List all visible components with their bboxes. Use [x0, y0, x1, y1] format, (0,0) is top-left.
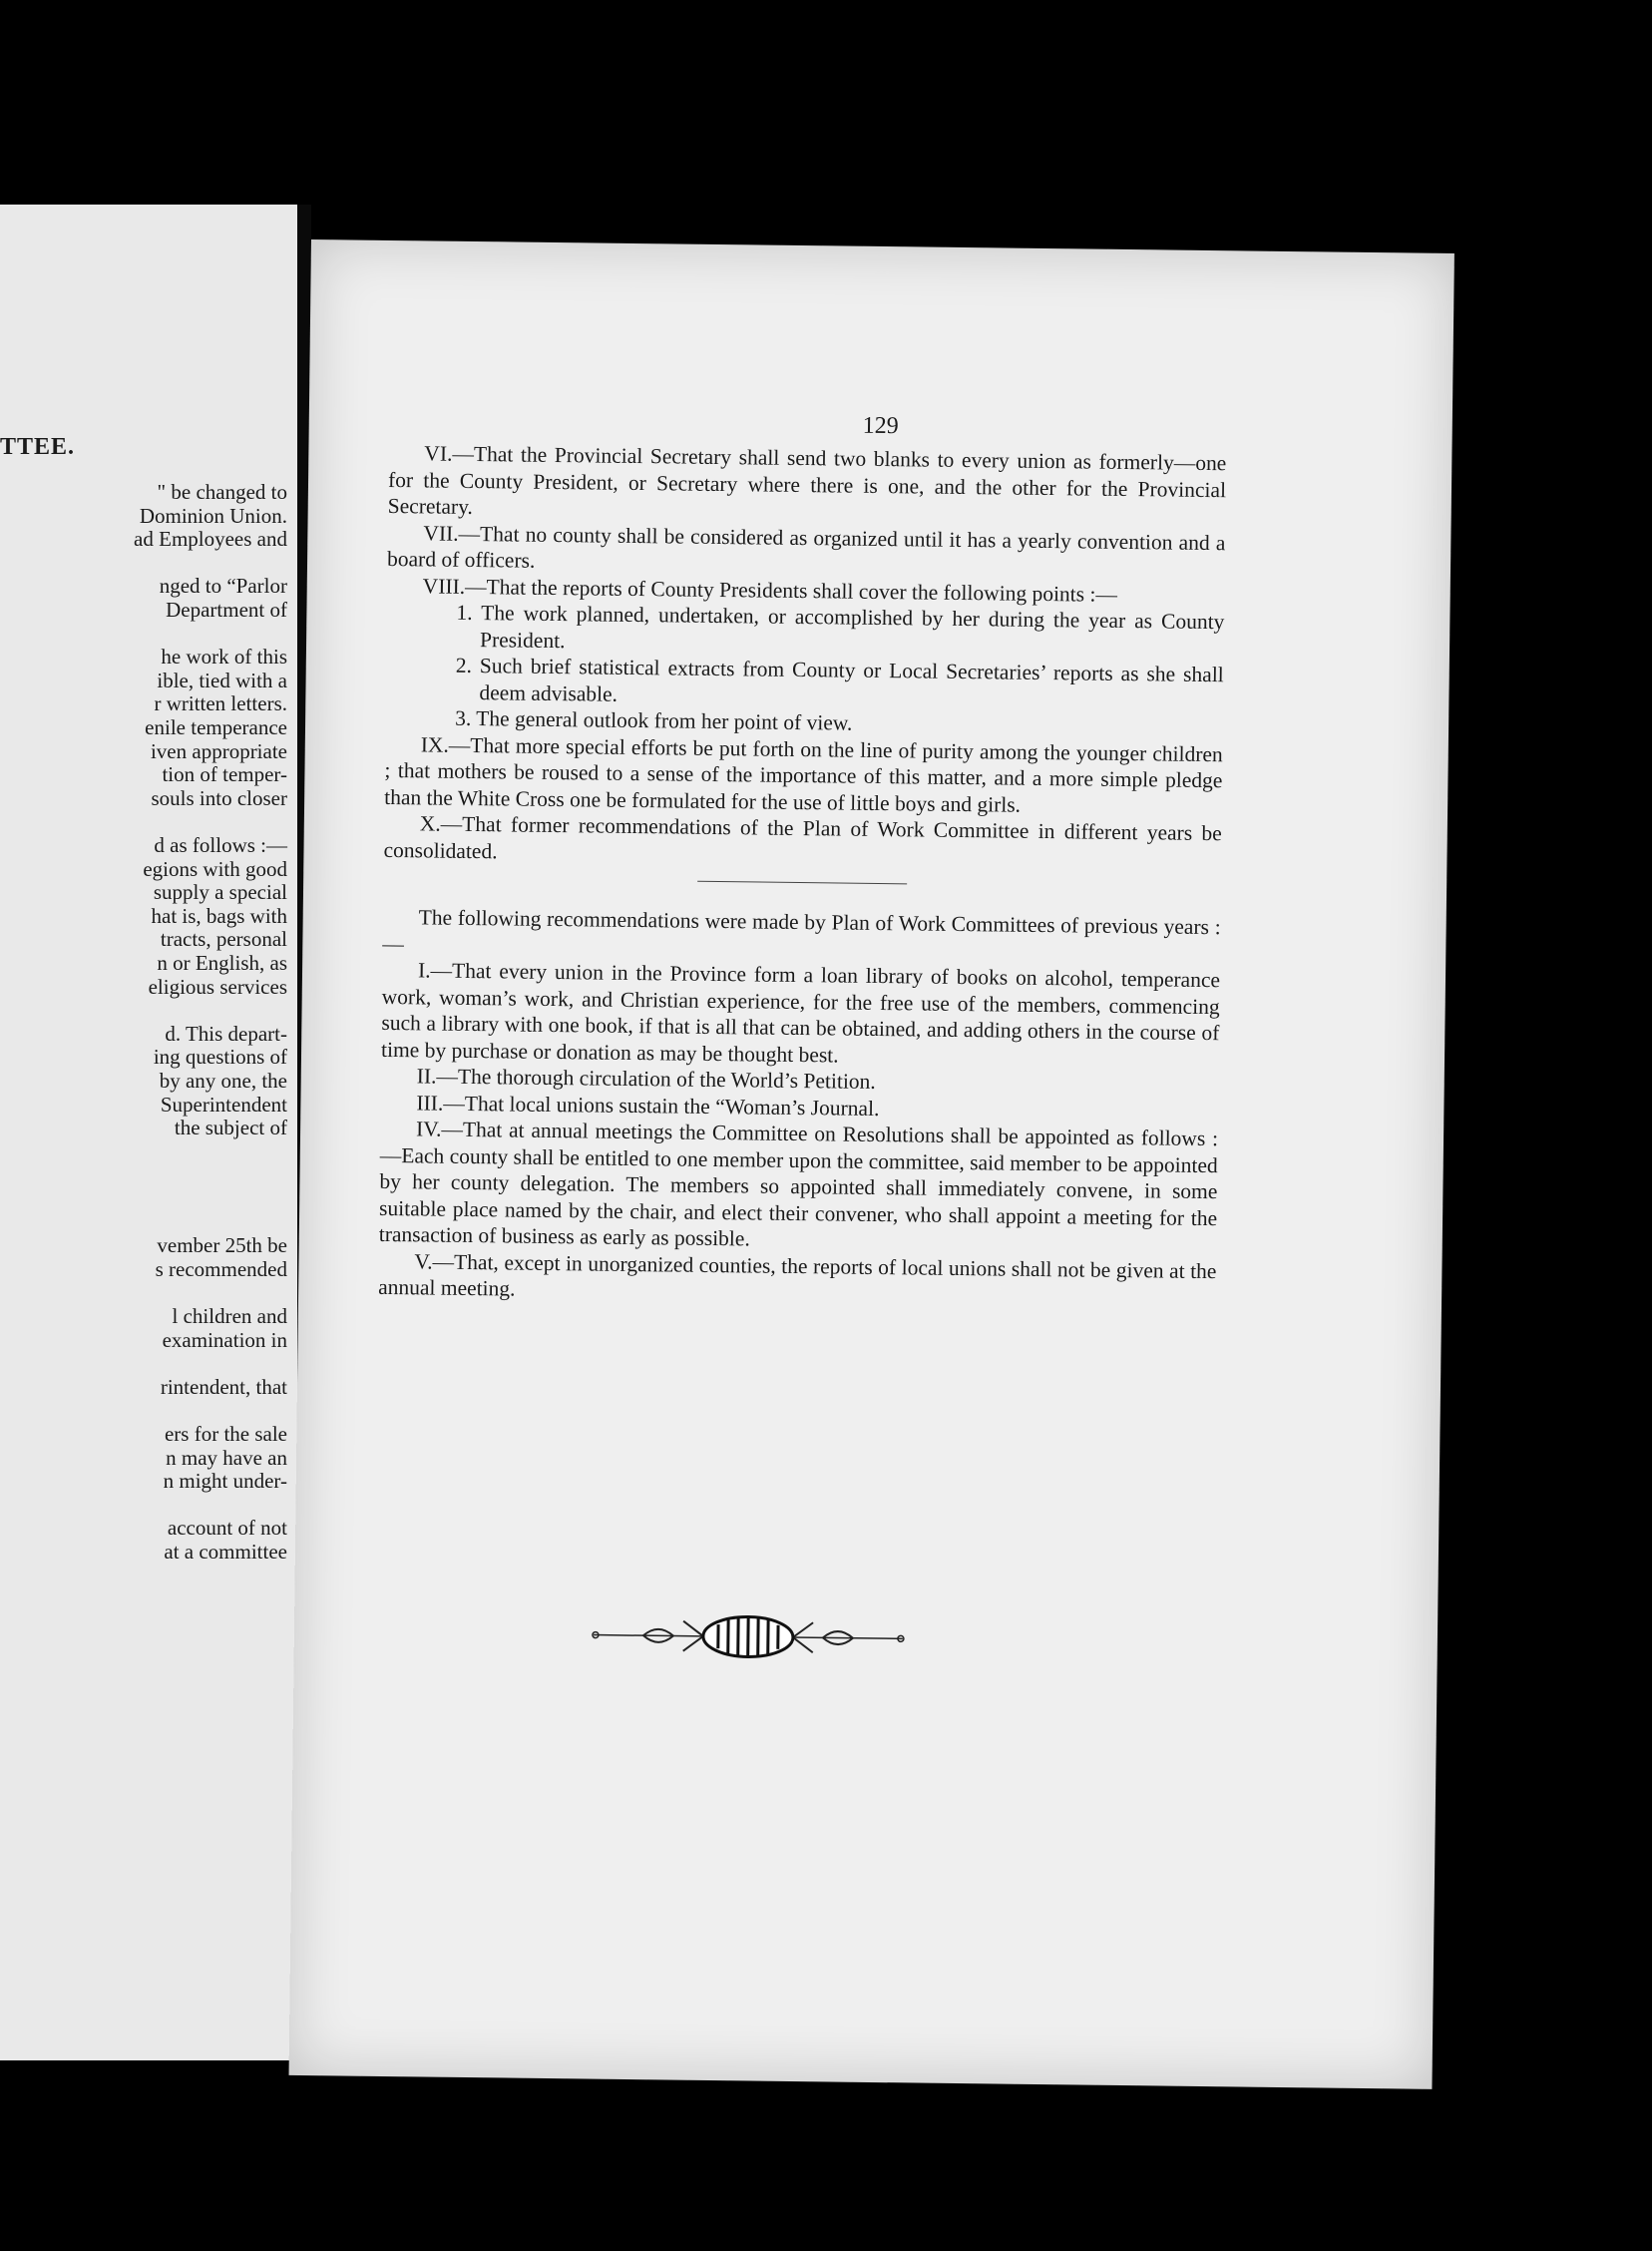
paragraph: The following recommendations were made by Plan of Work Committees of previous years :—: [382, 905, 1221, 956]
paragraph: IV.—That at annual meetings the Committee on Resolutions shall be appointed as follows :—Each county shall be entitled to one member upon the committee, said member to be appointed by her county delegation. The members so appointed shall immediately convene, in some suitable place named by the chair, and elect their convener, who shall appoint a meeting for the transaction of business as early as possible.: [378, 1117, 1219, 1251]
right-page: [289, 239, 1454, 2089]
left-page-line: r written letters.: [154, 691, 287, 716]
paragraph: X.—That former recommendations of the Plan of Work Committee in different years be consolidated.: [383, 811, 1222, 863]
left-page-line: enile temperance: [145, 715, 287, 739]
left-page-line: rintendent, that: [160, 1374, 287, 1399]
left-page-line: supply a special: [153, 880, 287, 905]
left-page-line: Department of: [166, 598, 287, 622]
left-page-line: s recommended: [155, 1256, 287, 1281]
left-page-line: account of not: [167, 1516, 287, 1541]
sub-item: 1. The work planned, undertaken, or accomplished by her during the year as County President.: [456, 600, 1225, 653]
paragraph: IX.—That more special efforts be put forth on the line of purity among the younger children ; that mothers be roused to a sense of the importance of this matter, and a more simple pledge than the White Cross one be formulated for the use of little boys and girls.: [384, 731, 1223, 817]
left-page-line: d. This depart-: [165, 1021, 287, 1046]
left-page-line: n or English, as: [157, 951, 287, 975]
left-page-line: tracts, personal: [160, 927, 287, 952]
page-number: 129: [862, 412, 899, 440]
left-page-line: hat is, bags with: [151, 903, 287, 928]
left-page-line: nged to “Parlor: [159, 574, 287, 599]
left-page-line: " be changed to: [157, 480, 287, 504]
left-page-line: ing questions of: [153, 1045, 287, 1070]
left-page-line: the subject of: [174, 1116, 287, 1140]
left-page-fragment: [0, 205, 297, 2060]
left-page-line: egions with good: [143, 856, 287, 881]
left-page-line: n may have an: [166, 1445, 287, 1470]
sub-item: 3. The general outlook from her point of view.: [455, 705, 853, 735]
left-page-line: vember 25th be: [157, 1233, 287, 1258]
paragraph: II.—The thorough circulation of the World’s Petition.: [416, 1064, 876, 1094]
left-page-line: d as follows :—: [154, 833, 287, 857]
left-page-line: ad Employees and: [134, 527, 287, 552]
paragraph: V.—That, except in unorganized counties, the reports of local unions shall not be given at the annual meeting.: [378, 1248, 1217, 1301]
right-page-content: [378, 440, 1226, 1311]
left-page-line: examination in: [162, 1327, 287, 1352]
paragraph: VII.—That no county shall be considered as organized until it has a yearly convention and a board of officers.: [386, 520, 1226, 573]
left-page-line: at a committee: [164, 1540, 287, 1564]
left-page-line: Dominion Union.: [139, 503, 287, 528]
left-page-line: he work of this: [161, 645, 287, 670]
left-page-line: tion of temper-: [162, 762, 287, 787]
left-page-line: Superintendent: [160, 1092, 287, 1117]
paragraph: III.—That local unions sustain the “Woman’s Journal.: [416, 1090, 880, 1121]
left-page-line: l children and: [172, 1304, 287, 1328]
left-page-line: ers for the sale: [164, 1422, 287, 1446]
paragraph: VI.—That the Provincial Secretary shall send two blanks to every union as formerly—one for the County President, or Secretary where there is one, and the other for the Provincial Secretary.: [387, 441, 1227, 519]
sub-item: 2. Such brief statistical extracts from County or Local Secretaries’ reports as she shall deem advisable.: [455, 653, 1224, 706]
left-page-line: ible, tied with a: [157, 668, 287, 692]
ornament-divider: [584, 1609, 914, 1663]
left-page-heading: TTEE.: [0, 434, 76, 460]
left-page-line: iven appropriate: [150, 738, 287, 763]
left-page-line: n might under-: [163, 1469, 287, 1494]
section-divider: [697, 881, 907, 885]
paragraph: VIII.—That the reports of County Presidents shall cover the following points :—: [422, 573, 1118, 607]
left-page-line: souls into closer: [151, 785, 287, 810]
left-page-line: eligious services: [148, 974, 287, 999]
left-page-line: by any one, the: [159, 1069, 287, 1093]
paragraph: I.—That every union in the Province form a loan library of books on alcohol, temperance work, woman’s work, and Christian experience, for the free use of the members, commencing such a library with one book, if that is all that can be obtained, and adding others in the course of time by purchase or donation as may be thought best.: [380, 958, 1221, 1068]
